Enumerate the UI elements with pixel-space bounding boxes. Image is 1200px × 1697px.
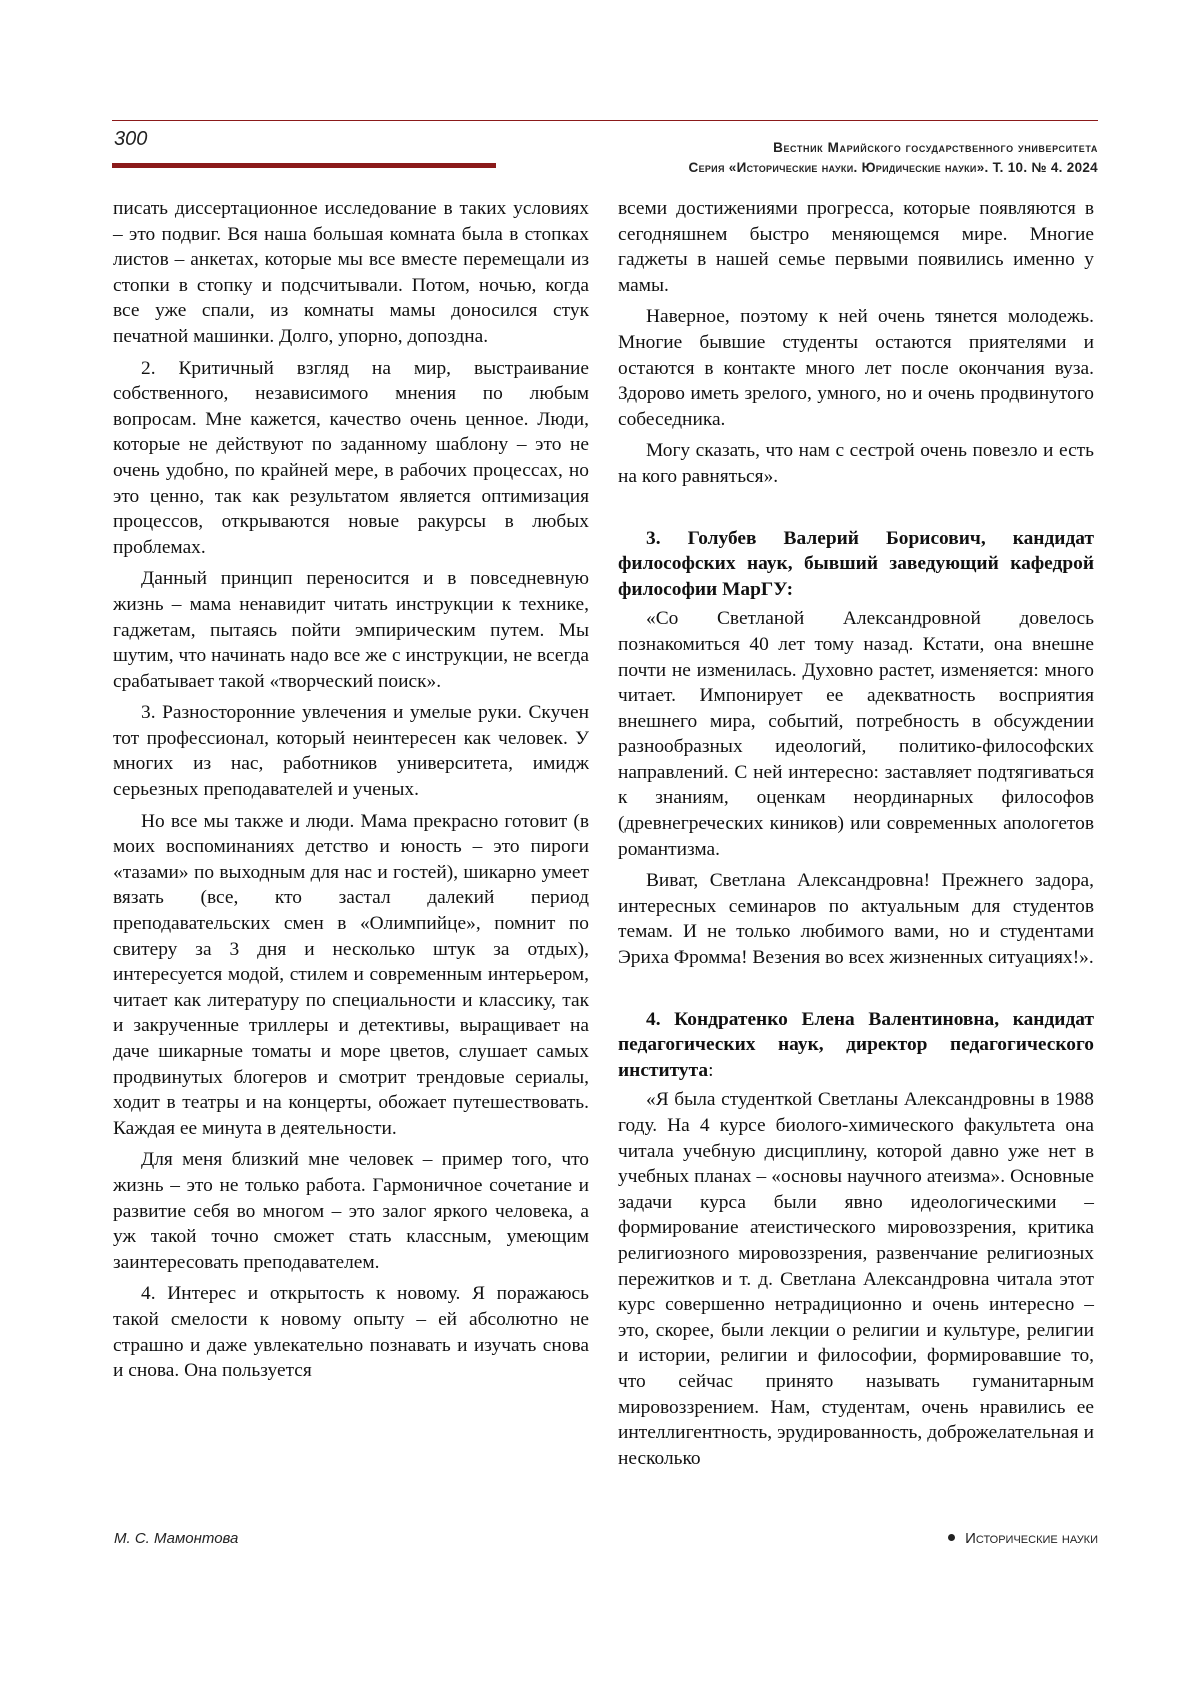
paragraph: Виват, Светлана Александровна! Прежнего задора, интересных семинаров по актуальным для студентов темам. И не только любимого вами, но и студентами Эриха Фромма! Везения во всех жизненных ситуациях!». — [618, 870, 1094, 969]
page-number: 300 — [114, 128, 148, 150]
paragraph: «Со Светланой Александровной довелось познакомиться 40 лет тому назад. Кстати, она внешне почти не изменилась. Духовно растет, изменяется: много читает. Импонирует ее адекватность восприятия внешнего мира, событий, потребность в обсуждении разнообразных идеологий, политико-философских направлений. С ней интересно: заставляет подтягиваться к знаниям, оценкам неординарных философов (древнегреческих киников) или современных апологетов романтизма. — [618, 608, 1094, 860]
footer-author: М. С. Мамонтова — [114, 1530, 239, 1547]
header-accent-bar — [112, 163, 496, 168]
paragraph: писать диссертационное исследование в таких условиях – это подвиг. Вся наша большая комната была в стопках листов – анкетах, которые мы все вместе перемещали из стопки в стопку и подсчитывали. Потом, ночью, когда все уже спали, из комнаты мамы доносился стук печатной машинки. Долго, упорно, допоздна. — [113, 198, 589, 347]
journal-series-line: Серия «Исторические науки. Юридические науки». Т. 10. № 4. 2024 — [688, 160, 1098, 175]
paragraph: 4. Интерес и открытость к новому. Я поражаюсь такой смелости к новому опыту – ей абсолютно не страшно и даже увлекательно познавать и изучать снова и снова. Она пользуется — [113, 1283, 589, 1382]
section-heading-colon: : — [708, 1059, 714, 1081]
footer-section — [948, 1530, 1098, 1547]
paragraph: Но все мы также и люди. Мама прекрасно готовит (в моих воспоминаниях детство и юность – это пироги «тазами» по выходным для нас и гостей), шикарно умеет вязать (все, кто застал далекий период преподавательских смен в «Олимпийце», помнит по свитеру за 3 дня и несколько штук за отдых), интересуется модой, стилем и современным интерьером, читает как литературу по специальности и классику, так и закрученные триллеры и детективы, выращивает на даче шикарные томаты и море цветов, слушает самых продвинутых блогеров и смотрит трендовые сериалы, ходит в театры и на концерты, обожает путешествовать. Каждая ее минута в деятельности. — [113, 810, 589, 1139]
section-gap — [618, 977, 1094, 1007]
paragraph: 3. Разносторонние увлечения и умелые руки. Скучен тот профессионал, который неинтересен как человек. У многих из нас, работников университета, имидж серьезных преподавателей и ученых. — [113, 702, 589, 801]
bullet-icon — [948, 1534, 955, 1541]
paragraph: «Я была студенткой Светланы Александровны в 1988 году. На 4 курсе биолого-химического факультета она читала учебную дисциплину, которой давно уже нет в учебных планах – «основы научного атеизма». Основные задачи курса были явно идеологическими – формирование атеистического мировоззрения, критика религиозного мировоззрения, развенчание религиозных пережитков и т. д. Светлана Александровна читала этот курс совершенно нетрадиционно и очень интересно – это, скорее, были лекции о религии и культуре, религии и истории, религии и философии, формировавшие то, что сейчас принято называть гуманитарным мировоззрением. Нам, студентам, очень нравились ее интеллигентность, эрудированность, доброжелательная и несколько — [618, 1089, 1094, 1469]
paragraph: 2. Критичный взгляд на мир, выстраивание собственного, независимого мнения по любым вопросам. Мне кажется, качество очень ценное. Люди, которые не действуют по заданному шаблону – это не очень удобно, по крайней мере, в рабочих процессах, но это ценно, так как результатом является оптимизация процессов, открываются новые ракурсы в любых проблемах. — [113, 357, 589, 558]
paragraph: Могу сказать, что нам с сестрой очень повезло и есть на кого равняться». — [618, 440, 1094, 487]
section-heading: 3. Голубев Валерий Борисович, кандидат философских наук, бывший заведующий кафедрой философии МарГУ: — [618, 527, 1094, 600]
paragraph: Наверное, поэтому к ней очень тянется молодежь. Многие бывшие студенты остаются приятелями и остаются в контакте много лет после окончания вуза. Здорово иметь зрелого, умного, но и очень продвинутого собеседника. — [618, 306, 1094, 430]
footer-section-label: Исторические науки — [965, 1530, 1098, 1547]
header-top-rule — [112, 120, 1098, 121]
section-heading — [618, 1007, 1094, 1084]
paragraph: Для меня близкий мне человек – пример того, что жизнь – это не только работа. Гармоничное сочетание и развитие себя во многом – это залог яркого человека, а уж такой точно сможет стать классным, умеющим заинтересовать преподавателем. — [113, 1149, 589, 1273]
paragraph: всеми достижениями прогресса, которые появляются в сегодняшнем быстро меняющемся мире. Многие гаджеты в нашей семье первыми появились именно у мамы. — [618, 198, 1094, 296]
left-column — [113, 196, 589, 1390]
journal-title — [689, 138, 1098, 178]
journal-title-line1: Вестник Марийского государственного университета — [773, 140, 1098, 155]
section-gap — [618, 496, 1094, 526]
section-heading-text: 4. Кондратенко Елена Валентиновна, кандидат педагогических наук, директор педагогического института — [618, 1008, 1094, 1081]
right-column — [618, 196, 1094, 1477]
paragraph: Данный принцип переносится и в повседневную жизнь – мама ненавидит читать инструкции к технике, гаджетам, пытаясь пойти эмпирическим путем. Мы шутим, что начинать надо все же с инструкции, не всегда срабатывает такой «творческий поиск». — [113, 568, 589, 692]
